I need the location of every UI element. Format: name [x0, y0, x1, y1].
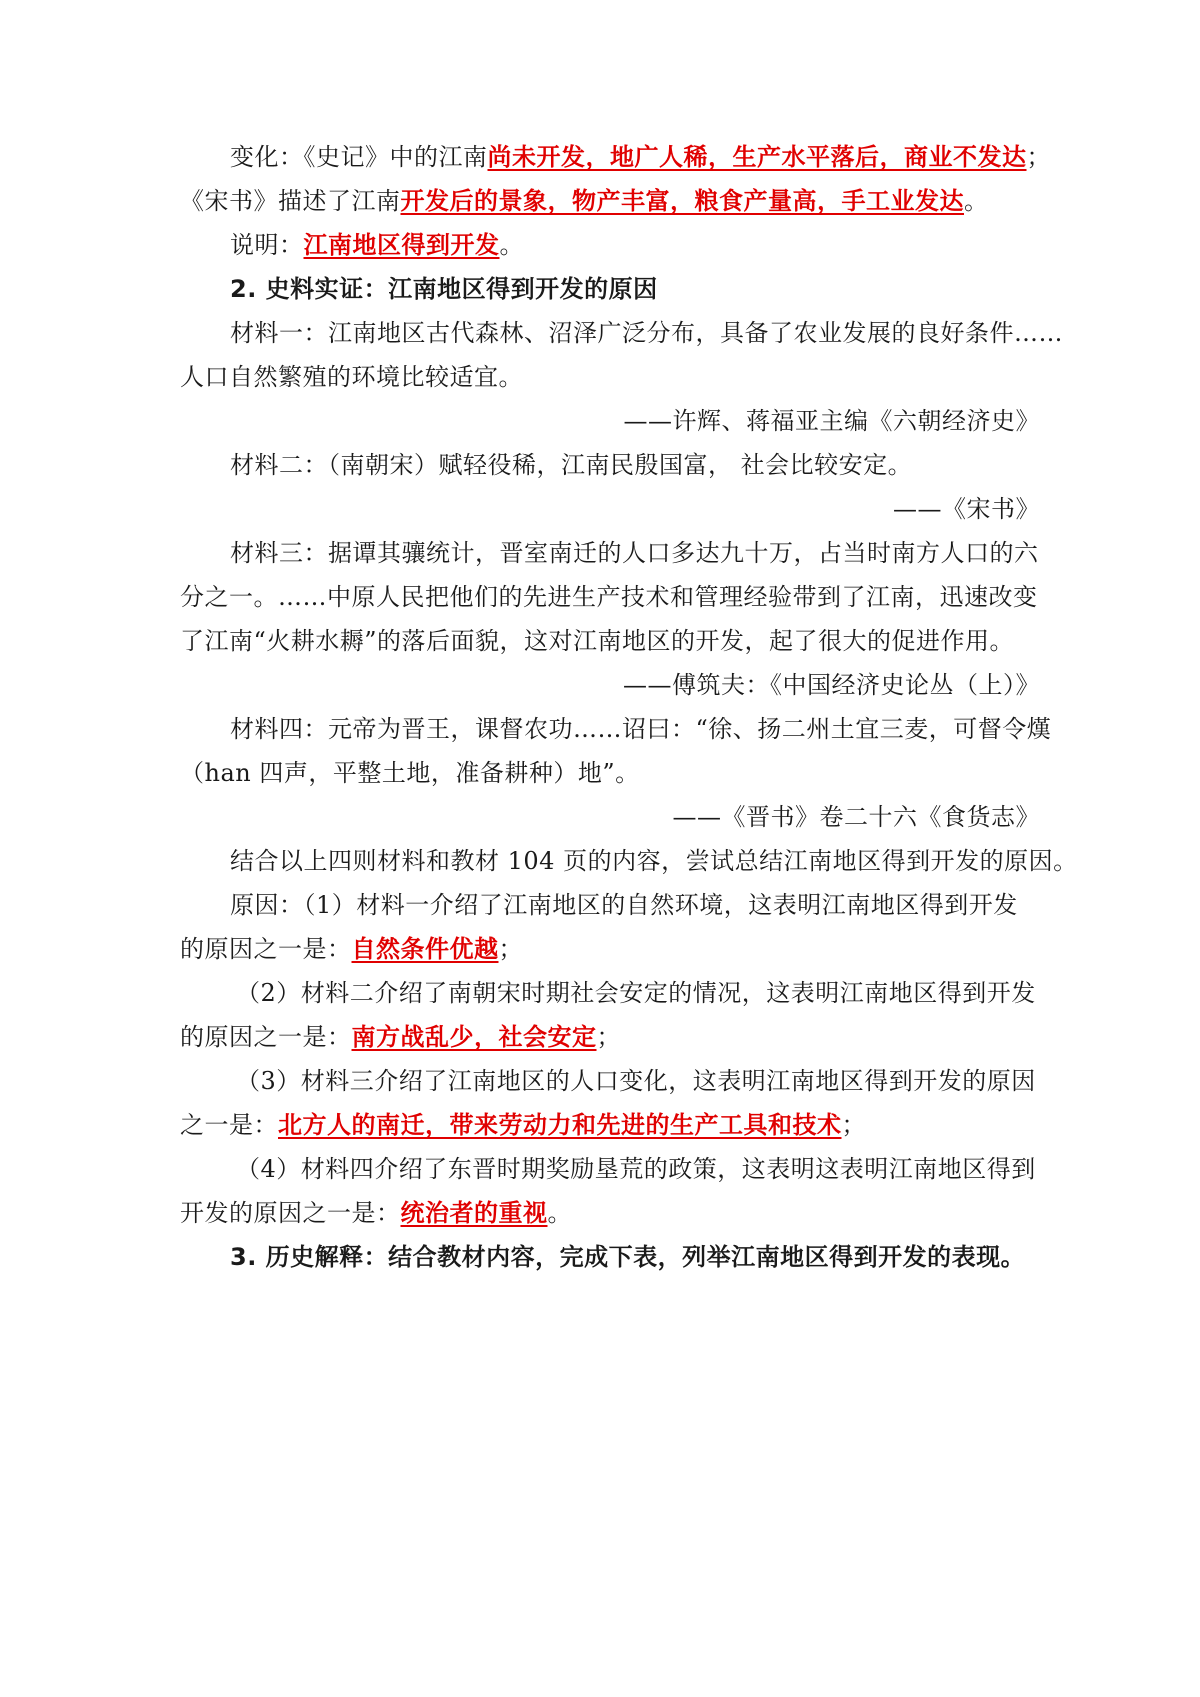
reason3-line2: [180, 1108, 866, 1142]
answer-reason1: 自然条件优越: [351, 935, 499, 963]
material1-line1: 材料一：江南地区古代森林、沼泽广泛分布，具备了农业发展的良好条件……: [230, 319, 1063, 347]
reason4-line2: [180, 1196, 572, 1230]
material3-line3: 了江南“火耕水耨”的落后面貌，这对江南地区的开发，起了很大的促进作用。: [180, 627, 1015, 655]
material4-line1: 材料四：元帝为晋王，课督农功……诏曰：“徐、扬二州土宜三麦，可督令熯: [230, 715, 1052, 743]
reason2-line1: （2）材料二介绍了南朝宋时期社会安定的情况，这表明江南地区得到开发: [236, 979, 1036, 1007]
material3-line2: 分之一。……中原人民把他们的先进生产技术和管理经验带到了江南，迅速改变: [180, 583, 1038, 611]
reason2-line2: [180, 1020, 621, 1054]
section2-heading: 2. 史料实证：江南地区得到开发的原因: [230, 275, 658, 303]
change-separator: ；: [1026, 143, 1051, 171]
change-line-2: [180, 184, 989, 218]
material4-line2: （han 四声，平整土地，准备耕种）地”。: [180, 759, 640, 787]
task-prompt: 结合以上四则材料和教材 104 页的内容，尝试总结江南地区得到开发的原因。: [230, 847, 1078, 875]
answer-change-songshu: 开发后的景象，物产丰富，粮食产量高，手工业发达: [400, 187, 964, 215]
reason1-line2: [180, 932, 523, 966]
answer-explain: 江南地区得到开发: [303, 231, 500, 259]
reason3-line1: （3）材料三介绍了江南地区的人口变化，这表明江南地区得到开发的原因: [236, 1067, 1036, 1095]
material1-source: ——许辉、蒋福亚主编《六朝经济史》: [623, 407, 1040, 435]
material3-line1: 材料三：据谭其骧统计，晋室南迁的人口多达九十万，占当时南方人口的六: [230, 539, 1039, 567]
change-line2-prefix: 《宋书》描述了江南: [180, 187, 401, 215]
answer-change-shiji: 尚未开发，地广人稀，生产水平落后，商业不发达: [487, 143, 1027, 171]
reason3-end: ；: [841, 1111, 866, 1139]
material2-source: ——《宋书》: [893, 495, 1040, 523]
reason1-line1: 原因：（1）材料一介绍了江南地区的自然环境，这表明江南地区得到开发: [230, 891, 1018, 919]
reason4-line1: （4）材料四介绍了东晋时期奖励垦荒的政策，这表明这表明江南地区得到: [236, 1155, 1036, 1183]
material1-line2: 人口自然繁殖的环境比较适宜。: [180, 363, 523, 391]
explain-line: [230, 228, 524, 262]
material3-source: ——傅筑夫：《中国经济史论丛（上）》: [623, 671, 1040, 699]
reason2-end: ；: [596, 1023, 621, 1051]
change-end: 。: [964, 187, 989, 215]
answer-reason2: 南方战乱少，社会安定: [351, 1023, 597, 1051]
material4-source: ——《晋书》卷二十六《食货志》: [672, 803, 1040, 831]
reason4-end: 。: [547, 1199, 572, 1227]
answer-reason4: 统治者的重视: [400, 1199, 548, 1227]
explain-label: 说明：: [230, 231, 304, 259]
change-label: 变化：《史记》中的江南: [230, 143, 488, 171]
answer-reason3: 北方人的南迁，带来劳动力和先进的生产工具和技术: [278, 1111, 842, 1139]
reason1-end: ；: [498, 935, 523, 963]
material2-line1: 材料二：（南朝宋）赋轻役稀，江南民殷国富， 社会比较安定。: [230, 451, 913, 479]
section3-heading: 3. 历史解释：结合教材内容，完成下表，列举江南地区得到开发的表现。: [230, 1243, 1026, 1271]
reason4-prefix: 开发的原因之一是：: [180, 1199, 401, 1227]
change-line-1: [230, 140, 1051, 174]
explain-end: 。: [499, 231, 524, 259]
reason1-prefix: 的原因之一是：: [180, 935, 352, 963]
reason2-prefix: 的原因之一是：: [180, 1023, 352, 1051]
reason3-prefix: 之一是：: [180, 1111, 278, 1139]
